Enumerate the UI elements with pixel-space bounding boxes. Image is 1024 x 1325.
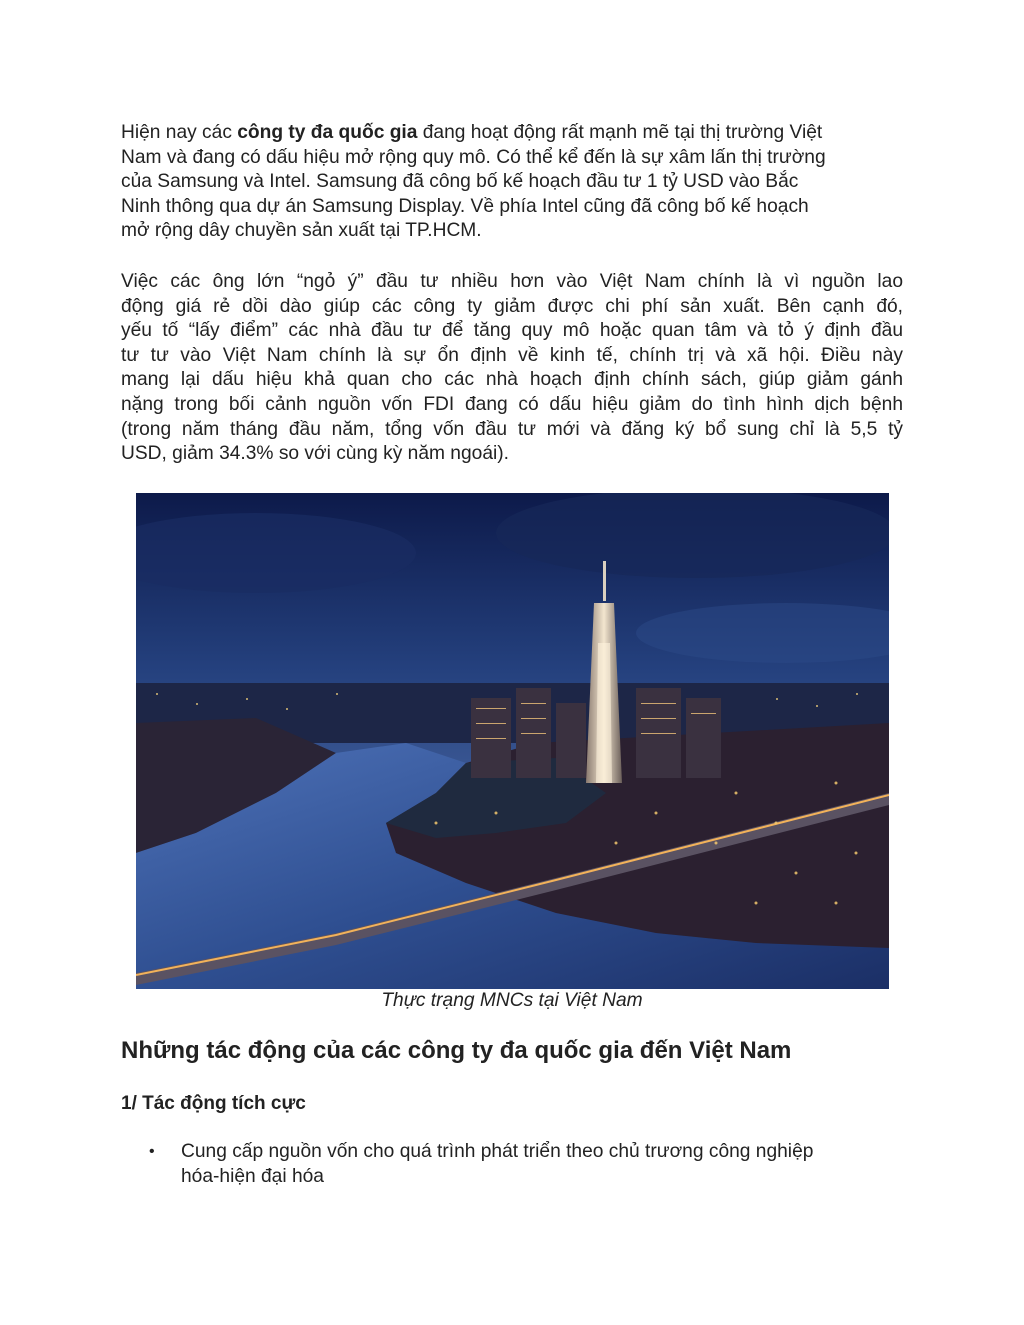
paragraph-line: động giá rẻ dồi dào giúp các công ty giảm được chi phí sản xuất. Bên cạnh đó, xyxy=(121,295,903,317)
paragraph-line: tư tư vào Việt Nam chính là sự ổn định về kinh tế, chính trị và xã hội. Điều này xyxy=(121,344,903,366)
paragraph-line: Hiện nay các công ty đa quốc gia đang hoạt động rất mạnh mẽ tại thị trường Việt xyxy=(121,122,823,143)
paragraph-line: nặng trong bối cảnh nguồn vốn FDI đang có dấu hiệu giảm do tình hình dịch bệnh xyxy=(121,393,903,415)
paragraph-line: Nam và đang có dấu hiệu mở rộng quy mô. Có thể kể đến là sự xâm lấn thị trường xyxy=(121,146,826,168)
image-caption: Thực trạng MNCs tại Việt Nam xyxy=(381,990,643,1011)
paragraph-line: của Samsung và Intel. Samsung đã công bố kế hoạch đầu tư 1 tỷ USD vào Bắc xyxy=(121,171,799,193)
city-skyline-photo xyxy=(136,493,889,989)
bold-term: công ty đa quốc gia xyxy=(237,122,418,143)
paragraph-line: mở rộng dây chuyền sản xuất tại TP.HCM. xyxy=(121,220,482,242)
investment-paragraph xyxy=(121,270,903,467)
bullet-icon: • xyxy=(149,1143,155,1160)
paragraph-line: (trong năm tháng đầu năm, tổng vốn đầu tư mới và đăng ký bổ sung chỉ là 5,5 tỷ xyxy=(121,418,903,440)
paragraph-line: Việc các ông lớn “ngỏ ý” đầu tư nhiều hơn vào Việt Nam chính là vì nguồn lao xyxy=(121,271,903,292)
paragraph-line: USD, giảm 34.3% so với cùng kỳ năm ngoái). xyxy=(121,443,509,465)
intro-paragraph xyxy=(121,121,903,244)
paragraph-line: Ninh thông qua dự án Samsung Display. Về phía Intel cũng đã công bố kế hoạch xyxy=(121,195,809,217)
list-item: • Cung cấp nguồn vốn cho quá trình phát triển theo chủ trương công nghiệp hóa-hiện đại hóa xyxy=(149,1141,814,1187)
subsection-heading: 1/ Tác động tích cực xyxy=(121,1093,306,1114)
paragraph-line: yếu tố “lấy điểm” các nhà đầu tư để tăng quy mô hoặc quan tâm và tỏ ý định đầu xyxy=(121,320,903,342)
bullet-list xyxy=(121,1139,911,1189)
section-heading: Những tác động của các công ty đa quốc gia đến Việt Nam xyxy=(121,1037,792,1064)
paragraph-line: mang lại dấu hiệu khả quan cho các nhà hoạch định chính sách, giúp giảm gánh xyxy=(121,369,903,391)
